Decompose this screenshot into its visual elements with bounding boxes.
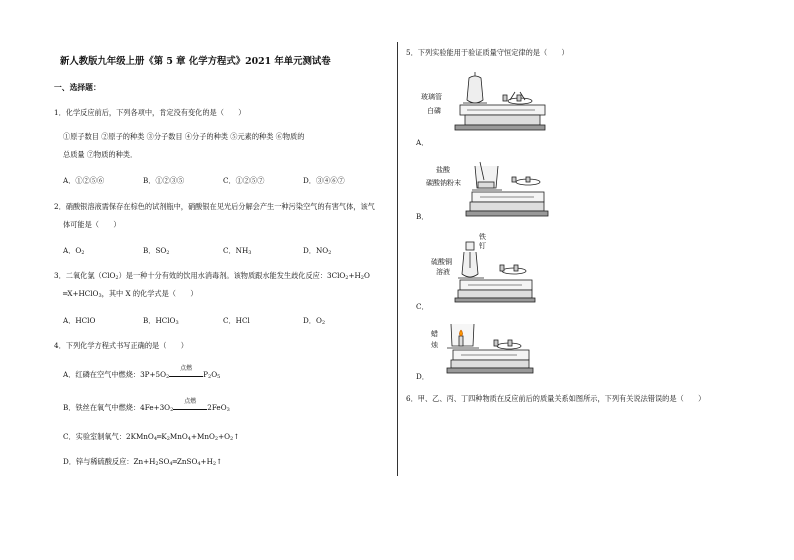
q3-option-a[interactable]: A．HClO bbox=[63, 316, 96, 325]
apparatus-a-figure bbox=[455, 70, 555, 140]
q3-line1: 3．二氧化氯（ClO$_2$）是一种十分有效的饮用水消毒剂。该物质跟水能发生歧化反应：$3ClO_2+H_2O$ bbox=[54, 271, 370, 281]
q5-option-c[interactable]: C． bbox=[416, 302, 429, 311]
label-solution: 溶液 bbox=[436, 268, 450, 276]
q3-option-b[interactable]: B．HClO$_3$ bbox=[143, 316, 179, 326]
column-divider bbox=[397, 42, 398, 476]
q1-option-d[interactable]: D．③④⑥⑦ bbox=[303, 176, 345, 185]
apparatus-d-figure bbox=[447, 320, 537, 378]
q4-option-c[interactable]: C．实验室制氧气：$2KMnO_4═K_2MnO_4+MnO_2+O_2↑$ bbox=[63, 432, 240, 442]
q6-stem: 6．甲、乙、丙、丁四种物质在反应前后的质量关系如图所示，下列有关说法错误的是（ ） bbox=[406, 394, 706, 403]
q3-option-d[interactable]: D．$O_2$ bbox=[303, 316, 326, 326]
q3-option-c[interactable]: C．HCl bbox=[223, 316, 250, 325]
q1-items-line1: ①原子数目 ②原子的种类 ③分子数目 ④分子的种类 ⑤元素的种类 ⑥物质的 bbox=[63, 132, 305, 141]
apparatus-b-figure bbox=[472, 160, 552, 220]
q5-option-a[interactable]: A． bbox=[416, 138, 429, 147]
q1-stem: 1．化学反应前后，下列各项中，肯定没有变化的是（ ） bbox=[54, 108, 246, 117]
label-copper-sulfate: 硫酸铜 bbox=[431, 258, 452, 266]
q5-option-d[interactable]: D． bbox=[416, 372, 429, 381]
label-hydrochloric-acid: 盐酸 bbox=[436, 166, 450, 174]
q1-items-line2: 总质量 ⑦物质的种类． bbox=[63, 150, 138, 159]
label-glass-tube: 玻璃管 bbox=[421, 93, 442, 101]
label-candle-2: 烛 bbox=[431, 341, 438, 349]
section-heading: 一、选择题： bbox=[54, 83, 101, 92]
q2-line1: 2．硝酸银溶液需保存在棕色的试剂瓶中，硝酸银在见光后分解会产生一种污染空气的有害气体，该气 bbox=[54, 202, 375, 211]
q1-option-c[interactable]: C．①②⑤⑦ bbox=[223, 176, 265, 185]
label-white-phosphorus: 白磷 bbox=[427, 107, 441, 115]
q2-option-b[interactable]: B．$SO_2$ bbox=[143, 246, 170, 256]
q4-stem: 4．下列化学方程式书写正确的是（ ） bbox=[54, 341, 188, 350]
q4-option-b[interactable]: B．铁丝在氧气中燃烧：$4Fe+3O_2$ 点燃 2FeO$_3$ bbox=[63, 398, 230, 413]
q4-option-a[interactable]: A．红磷在空气中燃烧：$3P+5O_2$ 点燃 $P_2O_5$ bbox=[63, 365, 221, 380]
q1-option-a[interactable]: A．①②⑤⑥ bbox=[63, 176, 105, 185]
q2-option-d[interactable]: D．$NO_2$ bbox=[303, 246, 332, 256]
q2-option-c[interactable]: C．$NH_3$ bbox=[223, 246, 252, 256]
q4-option-d[interactable]: D．锌与稀硫酸反应：$Zn+H_2SO_4═ZnSO_4+H_2↑$ bbox=[63, 457, 223, 467]
label-nail: 钉 bbox=[479, 242, 486, 250]
q2-line2: 体可能是（ ） bbox=[63, 220, 121, 229]
label-iron: 铁 bbox=[479, 233, 486, 241]
label-sodium-carbonate: 碳酸钠粉末 bbox=[426, 179, 461, 187]
q3-line2: ═X+HClO$_3$，其中 X 的化学式是（ ） bbox=[63, 289, 198, 299]
page-title: 新人教版九年级上册《第 5 章 化学方程式》2021 年单元测试卷 bbox=[60, 56, 331, 67]
apparatus-c-figure bbox=[458, 238, 538, 303]
q5-stem: 5．下列实验能用于验证质量守恒定律的是（ ） bbox=[406, 48, 569, 57]
label-candle-1: 蜡 bbox=[431, 330, 438, 338]
q1-option-b[interactable]: B．①②③⑤ bbox=[143, 176, 185, 185]
q5-option-b[interactable]: B． bbox=[416, 212, 429, 221]
q2-option-a[interactable]: A．$O_2$ bbox=[63, 246, 85, 256]
